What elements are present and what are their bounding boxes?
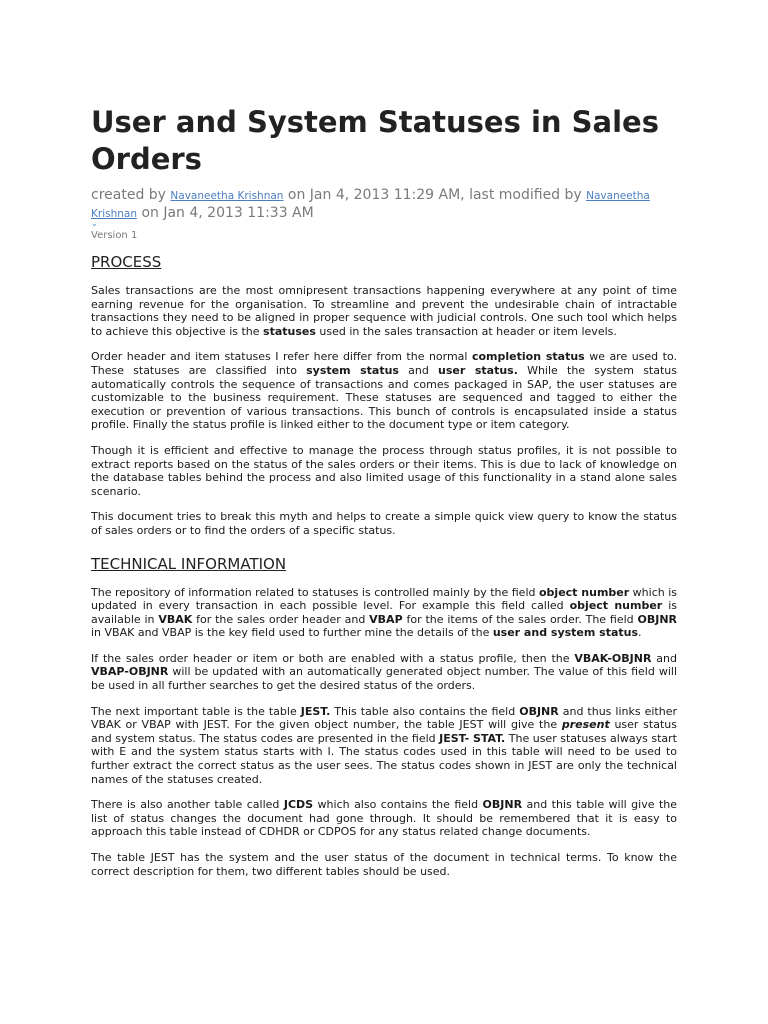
created-by-label: created by [91,187,166,203]
text-run: and [651,651,677,665]
author-link[interactable]: Navaneetha Krishnan [170,190,284,202]
created-on-text: on Jan 4, 2013 11:29 AM, last modified by [287,187,582,203]
text-run: . [638,626,642,640]
text-run: Order header and item statuses I refer here differ from the normal [91,350,472,364]
technical-paragraph-1 [91,586,677,640]
bold-term: JCDS [283,798,314,812]
bold-term: JEST. [300,704,331,718]
text-run: The user statuses always start with E and the system status starts with I. The status codes used in this table will need to be used to further extract the correct status as the user sees. The status codes shown in JEST are only the technical names of the statuses created. [91,731,677,786]
text-run: which also contains the field [313,798,483,812]
modified-on-text: on Jan 4, 2013 11:33 AM [141,205,314,221]
text-run: There is also another table called [91,798,284,812]
text-run: The repository of information related to statuses is controlled mainly by the field [91,585,539,599]
bold-term: JEST- STAT. [439,731,506,745]
text-run: If the sales order header or item or both are enabled with a status profile, then the [91,651,575,665]
text-run: for the sales order header and [192,612,370,626]
text-run: used in the sales transaction at header or item levels. [315,324,617,338]
modified-by-link[interactable]: Navaneetha Krishnan [91,190,650,220]
process-paragraph-4: This document tries to break this myth and helps to create a simple quick view query to know the status of sales orders or to find the orders of a specific status. [91,510,677,537]
text-run: Sales transactions are the most omnipresent transactions happening everywhere at any point of time earning revenue for the organisation. To streamline and prevent the undesirable chain of intractable transactions they need to be aligned in proper sequence with judicial controls. One such tool which helps to achieve this objective is the [91,284,677,338]
text-run: and thus links either VBAK or VBAP with JEST. For the given object number, the table JEST will give the [91,704,677,732]
text-run: we are used to. These statuses are classified into [91,350,677,377]
text-run: which is updated in every transaction in each possible level. For example this field called [91,585,678,613]
heading-process: PROCESS [91,253,162,271]
bold-term: completion status [471,350,585,364]
document-content [91,104,677,878]
bold-term: statuses [263,324,316,338]
text-run: will be updated with an automatically generated object number. The value of this field will be used in all further searches to get the desired status of the orders. [91,665,677,693]
technical-paragraph-4 [91,798,677,839]
bold-term: user and system status [492,626,639,640]
bold-term: VBAP-OBJNR [91,665,169,679]
bold-term: object number [569,599,663,613]
bold-term: OBJNR [482,798,523,812]
text-run: user status and system status. The status codes are presented in the field [91,718,677,745]
text-run: and this table will give the list of status changes the document had gone through. It should be remembered that it is easy to approach this table instead of CDHDR or CDPOS for any status related change documents. [91,798,678,839]
document-meta [91,187,677,223]
technical-paragraph-2 [91,652,677,693]
text-run: in VBAK and VBAP is the key field used to further mine the details of the [91,626,493,640]
bold-term: OBJNR [519,704,559,718]
bold-italic-term: present [561,718,610,732]
text-run: While the system status automatically controls the sequence of transactions and comes packaged in SAP, the user statuses are customizable to the business requirement. These statuses are sequenced and tagged to either the execution or prevention of various transactions. This bunch of controls is encapsulated inside a status profile. Finally the status profile is linked either to the document type or item category. [91,363,678,432]
process-paragraph-2 [91,350,677,432]
heading-technical-information: TECHNICAL INFORMATION [91,554,287,573]
text-run: for the items of the sales order. The field [402,612,638,626]
bold-term: VBAK-OBJNR [574,651,652,665]
text-run: The next important table is the table [91,704,301,718]
version-label: Version 1 [91,230,138,241]
process-paragraph-3: Though it is efficient and effective to manage the process through status profiles, it is not possible to extract reports based on the status of the sales orders or their items. This is due to lack of knowledge on the database tables behind the process and also limited usage of this functionality in a stand alone sales scenario. [91,443,677,498]
bold-term: system status [306,363,399,377]
technical-paragraph-3 [91,705,677,787]
text-run: is available in [91,599,677,626]
chevron-down-icon[interactable]: ⌄ [91,219,98,228]
text-run: This table also contains the field [330,704,520,718]
process-paragraph-1 [91,284,677,338]
bold-term: VBAK [158,612,193,626]
bold-term: object number [539,585,630,599]
page-title: User and System Statuses in Sales Orders [91,105,659,176]
bold-term [562,718,610,731]
bold-term: OBJNR [637,612,677,626]
bold-term: user status. [438,363,518,377]
technical-paragraph-5: The table JEST has the system and the user status of the document in technical terms. To know the correct description for them, two different tables should be used. [91,851,677,878]
text-run: and [398,363,439,377]
bold-term: VBAP [369,612,403,626]
